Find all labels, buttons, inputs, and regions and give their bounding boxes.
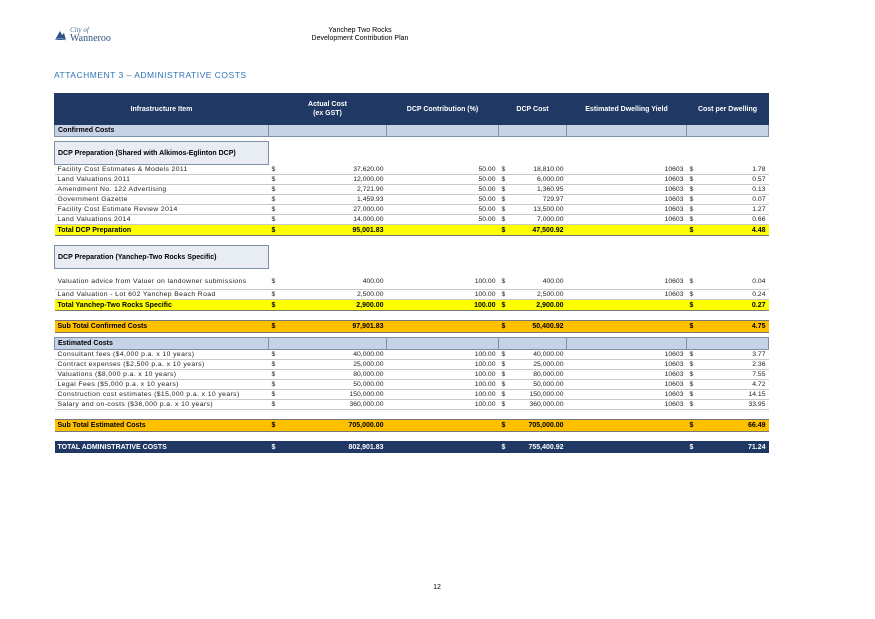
dcp-cost-cell: 400.00 — [511, 273, 567, 290]
pct-cell: 50.00 — [387, 175, 499, 185]
col-dcp-cost: DCP Cost — [499, 94, 567, 125]
actual-cost-cell: 2,721.90 — [281, 185, 387, 195]
currency-cell: $ — [499, 390, 511, 400]
currency-cell: $ — [499, 185, 511, 195]
col-actual-cost-line1: Actual Cost — [308, 101, 347, 108]
currency-cell: $ — [499, 400, 511, 410]
per-dwelling-cell: 33.95 — [699, 400, 769, 410]
total-per-dwelling: 4.48 — [699, 225, 769, 236]
currency-cell: $ — [687, 273, 699, 290]
item-cell: Facility Cost Estimate Review 2014 — [55, 205, 269, 215]
actual-cost-cell: 150,000.00 — [281, 390, 387, 400]
table-row — [55, 165, 769, 175]
per-dwelling-cell: 0.07 — [699, 195, 769, 205]
total-label: Total Yanchep-Two Rocks Specific — [55, 300, 269, 311]
dcp-cost-cell: 13,500.00 — [511, 205, 567, 215]
section-total-row — [55, 300, 769, 311]
yield-cell: 10603 — [567, 350, 687, 360]
actual-cost-cell: 40,000.00 — [281, 350, 387, 360]
currency-cell: $ — [499, 225, 511, 236]
city-crest-icon — [54, 29, 67, 42]
currency-cell: $ — [687, 185, 699, 195]
currency-cell: $ — [499, 175, 511, 185]
column-header-row — [55, 94, 769, 125]
total-per-dwelling: 0.27 — [699, 300, 769, 311]
per-dwelling-cell: 0.57 — [699, 175, 769, 185]
currency-cell: $ — [269, 380, 281, 390]
sub-total-label: Sub Total Estimated Costs — [55, 420, 269, 432]
dcp-cost-cell: 6,000.00 — [511, 175, 567, 185]
total-pct: 100.00 — [387, 300, 499, 311]
item-cell: Amendment No. 122 Advertising — [55, 185, 269, 195]
table-row — [55, 360, 769, 370]
estimated-costs-row — [55, 338, 769, 350]
currency-cell: $ — [687, 420, 699, 432]
dcp-cost-cell: 7,000.00 — [511, 215, 567, 225]
dcp-cost-cell: 80,000.00 — [511, 370, 567, 380]
currency-cell: $ — [269, 290, 281, 300]
sub-total-per-dwelling: 66.49 — [699, 420, 769, 432]
page-number: 12 — [433, 584, 441, 591]
currency-cell: $ — [499, 195, 511, 205]
currency-cell: $ — [687, 360, 699, 370]
pct-cell: 100.00 — [387, 350, 499, 360]
pct-cell: 50.00 — [387, 195, 499, 205]
currency-cell: $ — [269, 215, 281, 225]
currency-cell: $ — [499, 420, 511, 432]
currency-cell: $ — [687, 290, 699, 300]
currency-cell: $ — [687, 215, 699, 225]
currency-cell: $ — [269, 360, 281, 370]
total-label: Total DCP Preparation — [55, 225, 269, 236]
per-dwelling-cell: 0.24 — [699, 290, 769, 300]
item-cell: Facility Cost Estimates & Models 2011 — [55, 165, 269, 175]
currency-cell: $ — [687, 321, 699, 333]
pct-cell: 100.00 — [387, 290, 499, 300]
yield-cell: 10603 — [567, 165, 687, 175]
city-logo — [54, 26, 124, 48]
table-row — [55, 390, 769, 400]
table-row — [55, 290, 769, 300]
sub-total-per-dwelling: 4.75 — [699, 321, 769, 333]
col-infrastructure-item: Infrastructure Item — [55, 94, 269, 125]
currency-cell: $ — [269, 165, 281, 175]
per-dwelling-cell: 0.66 — [699, 215, 769, 225]
currency-cell: $ — [687, 300, 699, 311]
per-dwelling-cell: 3.77 — [699, 350, 769, 360]
table-row — [55, 175, 769, 185]
currency-cell: $ — [269, 400, 281, 410]
dcp-cost-cell: 18,810.00 — [511, 165, 567, 175]
currency-cell: $ — [687, 205, 699, 215]
logo-line2: Wanneroo — [70, 33, 111, 44]
sub-total-actual: 705,000.00 — [281, 420, 387, 432]
section-total-row — [55, 225, 769, 236]
item-cell: Land Valuation - Lot 602 Yanchep Beach Road — [55, 290, 269, 300]
per-dwelling-cell: 1.27 — [699, 205, 769, 215]
yield-cell: 10603 — [567, 400, 687, 410]
currency-cell: $ — [499, 273, 511, 290]
total-pct — [387, 225, 499, 236]
dcp-cost-cell: 2,500.00 — [511, 290, 567, 300]
currency-cell: $ — [499, 441, 511, 453]
pct-cell: 50.00 — [387, 215, 499, 225]
currency-cell: $ — [499, 350, 511, 360]
pct-cell: 50.00 — [387, 185, 499, 195]
yield-cell: 10603 — [567, 380, 687, 390]
grand-total-row — [55, 441, 769, 453]
actual-cost-cell: 37,620.00 — [281, 165, 387, 175]
yield-cell: 10603 — [567, 195, 687, 205]
item-cell: Land Valuations 2011 — [55, 175, 269, 185]
currency-cell: $ — [269, 321, 281, 333]
currency-cell: $ — [269, 273, 281, 290]
confirmed-costs-row — [55, 125, 769, 137]
sub-total-actual: 97,901.83 — [281, 321, 387, 333]
currency-cell: $ — [499, 300, 511, 311]
yield-cell: 10603 — [567, 390, 687, 400]
table-row — [55, 273, 769, 290]
currency-cell: $ — [269, 420, 281, 432]
actual-cost-cell: 400.00 — [281, 273, 387, 290]
grand-total-label: TOTAL ADMINISTRATIVE COSTS — [55, 441, 269, 453]
actual-cost-cell: 80,000.00 — [281, 370, 387, 380]
currency-cell: $ — [269, 175, 281, 185]
item-cell: Contract expenses ($2,500 p.a. x 10 years) — [55, 360, 269, 370]
sub-total-dcp: 705,000.00 — [511, 420, 567, 432]
per-dwelling-cell: 4.72 — [699, 380, 769, 390]
yield-cell: 10603 — [567, 205, 687, 215]
table-row — [55, 205, 769, 215]
currency-cell: $ — [687, 400, 699, 410]
currency-cell: $ — [499, 370, 511, 380]
item-cell: Government Gazette — [55, 195, 269, 205]
currency-cell: $ — [269, 185, 281, 195]
per-dwelling-cell: 14.15 — [699, 390, 769, 400]
col-dcp-contribution: DCP Contribution (%) — [387, 94, 499, 125]
item-cell: Consultant fees ($4,000 p.a. x 10 years) — [55, 350, 269, 360]
pct-cell: 50.00 — [387, 205, 499, 215]
table-row — [55, 370, 769, 380]
currency-cell: $ — [269, 370, 281, 380]
dcp-cost-cell: 25,000.00 — [511, 360, 567, 370]
currency-cell: $ — [687, 370, 699, 380]
currency-cell: $ — [499, 321, 511, 333]
per-dwelling-cell: 1.78 — [699, 165, 769, 175]
yield-cell: 10603 — [567, 290, 687, 300]
currency-cell: $ — [499, 205, 511, 215]
table-row — [55, 400, 769, 410]
pct-cell: 100.00 — [387, 273, 499, 290]
sub-total-estimated-row — [55, 420, 769, 432]
col-actual-cost — [269, 94, 387, 125]
total-dcp: 47,500.92 — [511, 225, 567, 236]
grand-total-dcp: 755,400.92 — [511, 441, 567, 453]
table-row — [55, 185, 769, 195]
administrative-costs-table — [54, 93, 769, 453]
currency-cell: $ — [687, 175, 699, 185]
total-actual: 2,900.00 — [281, 300, 387, 311]
currency-cell: $ — [687, 165, 699, 175]
currency-cell: $ — [499, 360, 511, 370]
sub-total-dcp: 50,400.92 — [511, 321, 567, 333]
dcp-cost-cell: 360,000.00 — [511, 400, 567, 410]
currency-cell: $ — [687, 380, 699, 390]
logo-line1: City of — [70, 26, 89, 34]
currency-cell: $ — [687, 225, 699, 236]
currency-cell: $ — [269, 441, 281, 453]
sub-total-label: Sub Total Confirmed Costs — [55, 321, 269, 333]
col-cost-per-dwelling: Cost per Dwelling — [687, 94, 769, 125]
currency-cell: $ — [269, 205, 281, 215]
grand-total-per-dwelling: 71.24 — [699, 441, 769, 453]
actual-cost-cell: 27,000.00 — [281, 205, 387, 215]
section-heading: DCP Preparation (Shared with Alkimos-Eglinton DCP) — [55, 142, 269, 165]
currency-cell: $ — [687, 195, 699, 205]
section-heading-row — [55, 246, 769, 269]
per-dwelling-cell: 2.36 — [699, 360, 769, 370]
sub-total-confirmed-row — [55, 321, 769, 333]
table-row — [55, 350, 769, 360]
table-row — [55, 195, 769, 205]
total-dcp: 2,900.00 — [511, 300, 567, 311]
estimated-costs-label: Estimated Costs — [55, 338, 269, 350]
yield-cell: 10603 — [567, 273, 687, 290]
table-row — [55, 215, 769, 225]
item-cell: Legal Fees ($5,000 p.a. x 10 years) — [55, 380, 269, 390]
attachment-title: ATTACHMENT 3 – ADMINISTRATIVE COSTS — [54, 70, 247, 80]
actual-cost-cell: 25,000.00 — [281, 360, 387, 370]
col-dwelling-yield: Estimated Dwelling Yield — [567, 94, 687, 125]
currency-cell: $ — [499, 215, 511, 225]
actual-cost-cell: 1,459.93 — [281, 195, 387, 205]
pct-cell: 100.00 — [387, 400, 499, 410]
grand-total-actual: 802,901.83 — [281, 441, 387, 453]
total-actual: 95,001.83 — [281, 225, 387, 236]
per-dwelling-cell: 0.04 — [699, 273, 769, 290]
currency-cell: $ — [269, 390, 281, 400]
document-subtitle: Development Contribution Plan — [311, 35, 409, 42]
actual-cost-cell: 2,500.00 — [281, 290, 387, 300]
currency-cell: $ — [499, 380, 511, 390]
yield-cell: 10603 — [567, 370, 687, 380]
confirmed-costs-label: Confirmed Costs — [55, 125, 269, 137]
yield-cell: 10603 — [567, 215, 687, 225]
pct-cell: 50.00 — [387, 165, 499, 175]
pct-cell: 100.00 — [387, 380, 499, 390]
currency-cell: $ — [269, 300, 281, 311]
yield-cell: 10603 — [567, 175, 687, 185]
actual-cost-cell: 12,000.00 — [281, 175, 387, 185]
item-cell: Salary and on-costs ($36,000 p.a. x 10 years) — [55, 400, 269, 410]
dcp-cost-cell: 1,360.95 — [511, 185, 567, 195]
currency-cell: $ — [687, 441, 699, 453]
col-actual-cost-line2: (ex GST) — [313, 110, 342, 117]
per-dwelling-cell: 7.55 — [699, 370, 769, 380]
dcp-cost-cell: 150,000.00 — [511, 390, 567, 400]
item-cell: Valuation advice from Valuer on landowner submissions — [55, 273, 269, 290]
currency-cell: $ — [269, 225, 281, 236]
dcp-cost-cell: 729.97 — [511, 195, 567, 205]
actual-cost-cell: 50,000.00 — [281, 380, 387, 390]
currency-cell: $ — [269, 350, 281, 360]
currency-cell: $ — [499, 165, 511, 175]
actual-cost-cell: 360,000.00 — [281, 400, 387, 410]
document-title: Yanchep Two Rocks — [328, 27, 392, 34]
item-cell: Valuations ($8,000 p.a. x 10 years) — [55, 370, 269, 380]
section-heading-row — [55, 142, 769, 165]
dcp-cost-cell: 50,000.00 — [511, 380, 567, 390]
yield-cell: 10603 — [567, 185, 687, 195]
actual-cost-cell: 14,000.00 — [281, 215, 387, 225]
pct-cell: 100.00 — [387, 390, 499, 400]
dcp-cost-cell: 40,000.00 — [511, 350, 567, 360]
item-cell: Land Valuations 2014 — [55, 215, 269, 225]
item-cell: Construction cost estimates ($15,000 p.a. x 10 years) — [55, 390, 269, 400]
currency-cell: $ — [499, 290, 511, 300]
table-row — [55, 380, 769, 390]
pct-cell: 100.00 — [387, 360, 499, 370]
per-dwelling-cell: 0.13 — [699, 185, 769, 195]
currency-cell: $ — [687, 390, 699, 400]
currency-cell: $ — [687, 350, 699, 360]
yield-cell: 10603 — [567, 360, 687, 370]
pct-cell: 100.00 — [387, 370, 499, 380]
section-heading: DCP Preparation (Yanchep-Two Rocks Specific) — [55, 246, 269, 269]
currency-cell: $ — [269, 195, 281, 205]
